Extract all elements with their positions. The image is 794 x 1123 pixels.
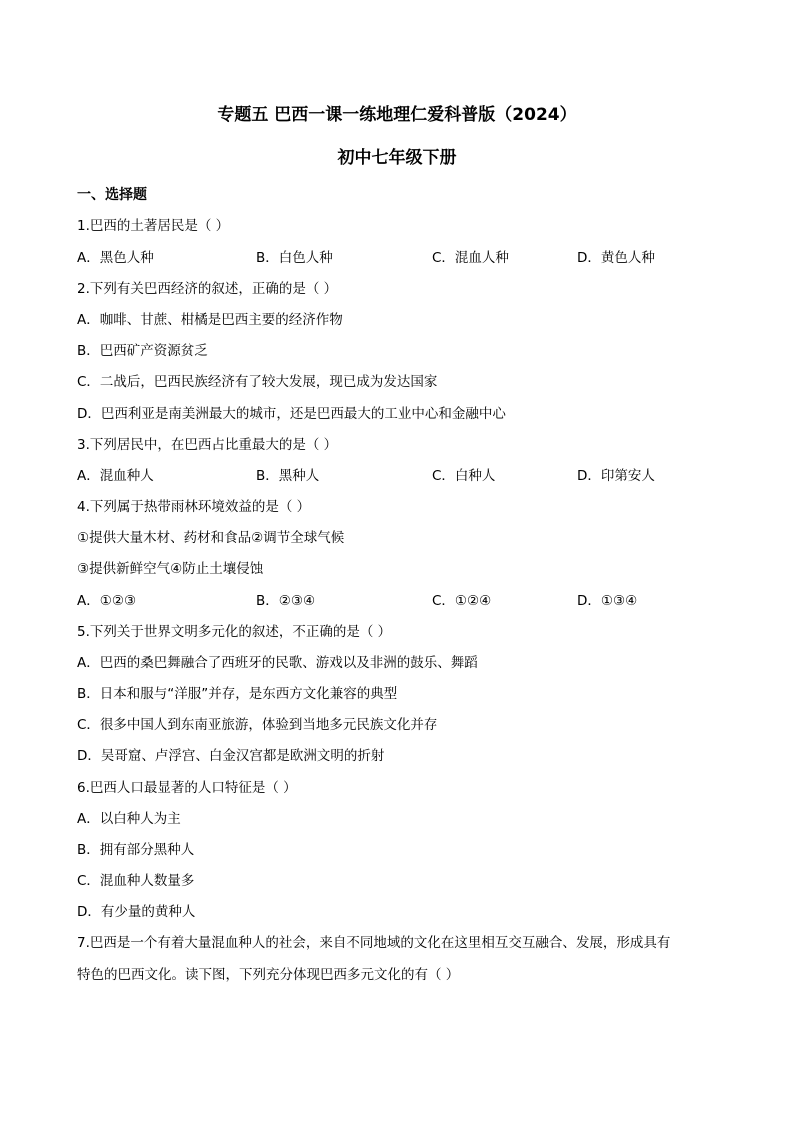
document-subtitle: 初中七年级下册 [337,148,457,168]
question-2-option-d: D．巴西利亚是南美洲最大的城市，还是巴西最大的工业中心和金融中心 [77,406,506,422]
question-1-option-c: C．混血人种 [432,250,509,266]
question-4-statements-1: ①提供大量木材、药材和食品②调节全球气候 [77,530,345,546]
question-3-option-c: C．白种人 [432,468,496,484]
question-4-statements-2: ③提供新鲜空气④防止土壤侵蚀 [77,561,264,577]
question-1-option-d: D．黄色人种 [577,250,655,266]
question-3-stem: 3.下列居民中，在巴西占比重最大的是（ ） [77,437,338,453]
question-3-option-d: D．印第安人 [577,468,655,484]
question-7-stem-line-1: 7.巴西是一个有着大量混血种人的社会，来自不同地域的文化在这里相互交互融合、发展，形成具有 [77,935,671,951]
question-4-option-b: B．②③④ [256,593,316,609]
question-1-stem: 1.巴西的土著居民是（ ） [77,218,230,234]
question-5-option-c: C．很多中国人到东南亚旅游，体验到当地多元民族文化并存 [77,717,438,733]
question-6-option-d: D．有少量的黄种人 [77,904,196,920]
question-4-option-a: A．①②③ [77,593,137,609]
question-4-option-d: D．①③④ [577,593,638,609]
question-2-option-b: B．巴西矿产资源贫乏 [77,343,208,359]
question-4-option-c: C．①②④ [432,593,492,609]
document-title: 专题五 巴西一课一练地理仁爱科普版（2024） [217,105,577,125]
question-2-option-a: A．咖啡、甘蔗、柑橘是巴西主要的经济作物 [77,312,343,328]
question-1-option-b: B．白色人种 [256,250,333,266]
question-6-stem: 6.巴西人口最显著的人口特征是（ ） [77,780,297,796]
question-4-stem: 4.下列属于热带雨林环境效益的是（ ） [77,499,311,515]
section-heading: 一、选择题 [77,187,147,203]
question-6-option-b: B．拥有部分黑种人 [77,842,195,858]
question-2-stem: 2.下列有关巴西经济的叙述，正确的是（ ） [77,281,338,297]
question-6-option-c: C．混血种人数量多 [77,873,195,889]
question-5-option-b: B．日本和服与“洋服”并存，是东西方文化兼容的典型 [77,686,398,702]
question-1-option-a: A．黑色人种 [77,250,154,266]
question-5-stem: 5.下列关于世界文明多元化的叙述，不正确的是（ ） [77,624,392,640]
question-2-option-c: C．二战后，巴西民族经济有了较大发展，现已成为发达国家 [77,374,438,390]
question-5-option-d: D．吴哥窟、卢浮宫、白金汉宫都是欧洲文明的折射 [77,748,385,764]
question-5-option-a: A．巴西的桑巴舞融合了西班牙的民歌、游戏以及非洲的鼓乐、舞蹈 [77,655,478,671]
question-7-stem-line-2: 特色的巴西文化。读下图，下列充分体现巴西多元文化的有（ ） [77,967,460,983]
question-3-option-b: B．黑种人 [256,468,320,484]
question-6-option-a: A．以白种人为主 [77,811,181,827]
question-3-option-a: A．混血种人 [77,468,154,484]
